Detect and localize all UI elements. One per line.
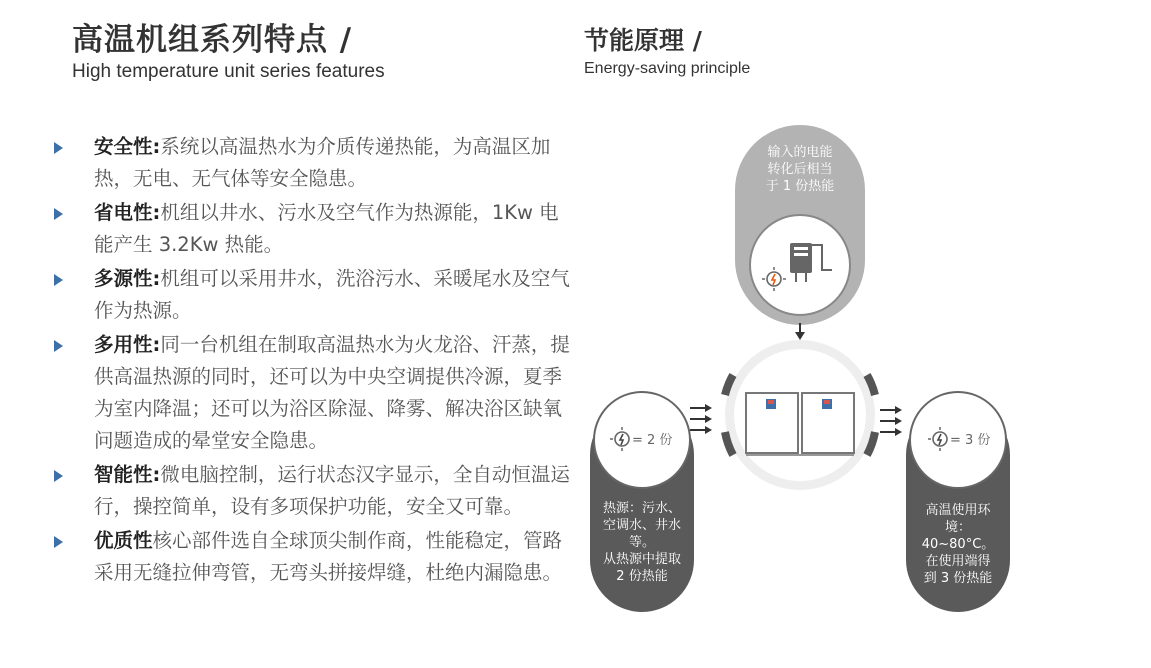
down-arrow-icon (795, 323, 805, 340)
section-subtitle: Energy-saving principle (584, 60, 751, 77)
feature-name: 多用性: (94, 333, 161, 356)
feature-name: 安全性: (94, 135, 161, 158)
features-section (72, 20, 570, 584)
left-line-1: 热源：污水、 (602, 501, 682, 516)
page-title: 高温机组系列特点 / (72, 22, 353, 58)
heat-source-bubble (590, 392, 694, 612)
right-line-2: 境： (944, 520, 972, 535)
top-line-3: 于 1 份热能 (765, 179, 835, 194)
feature-list (72, 131, 572, 591)
left-line-2: 空调水、井水 (602, 518, 682, 533)
left-input-arrows-icon (690, 404, 712, 434)
list-item (50, 525, 572, 589)
left-line-4: 从热源中提取 (602, 552, 682, 567)
top-line-2: 转化后相当 (767, 162, 833, 177)
principle-header (584, 25, 750, 79)
list-item (50, 197, 572, 261)
input-energy-bubble (735, 125, 865, 325)
feature-name: 优质性 (94, 529, 153, 552)
right-value: = 3 份 (950, 433, 991, 448)
center-unit (725, 336, 875, 490)
usage-bubble (906, 392, 1010, 612)
right-line-5: 到 3 份热能 (923, 571, 993, 586)
list-item (50, 131, 572, 195)
energy-diagram (580, 110, 1030, 625)
list-item (50, 459, 572, 523)
top-line-1: 输入的电能 (767, 145, 833, 160)
right-line-1: 高温使用环 (925, 503, 991, 518)
feature-name: 智能性: (94, 463, 161, 486)
feature-text: 微电脑控制，运行状态汉字显示，全自动恒温运行，操控简单，设有多项保护功能，安全又可靠。 (94, 463, 570, 518)
section-title: 节能原理 / (584, 26, 702, 55)
left-value: = 2 份 (632, 433, 673, 448)
feature-name: 省电性: (94, 201, 161, 224)
feature-text: 机组以井水、污水及空气作为热源能，1Kw 电能产生 3.2Kw 热能。 (94, 201, 559, 256)
right-line-4: 在使用端得 (925, 554, 991, 569)
feature-text: 同一台机组在制取高温热水为火龙浴、汗蒸，提供高温热源的同时，还可以为中央空调提供冷源，夏季为室内降温；还可以为浴区除湿、降雾、解决浴区缺氧问题造成的晕堂安全隐患。 (94, 333, 570, 452)
right-line-3: 40~80°C。 (921, 537, 995, 552)
feature-text: 核心部件选自全球顶尖制作商，性能稳定，管路采用无缝拉伸弯管，无弯头拼接焊缝，杜绝内漏隐患。 (94, 529, 563, 584)
list-item (50, 263, 572, 327)
left-line-5: 2 份热能 (616, 569, 668, 584)
feature-text: 机组可以采用井水，洗浴污水、采暖尾水及空气作为热源。 (94, 267, 570, 322)
feature-text: 系统以高温热水为介质传递热能，为高温区加热，无电、无气体等安全隐患。 (94, 135, 551, 190)
right-output-arrows-icon (880, 406, 902, 436)
feature-name: 多源性: (94, 267, 161, 290)
left-line-3: 等。 (628, 535, 656, 550)
page-subtitle: High temperature unit series features (72, 61, 385, 82)
list-item (50, 329, 572, 457)
